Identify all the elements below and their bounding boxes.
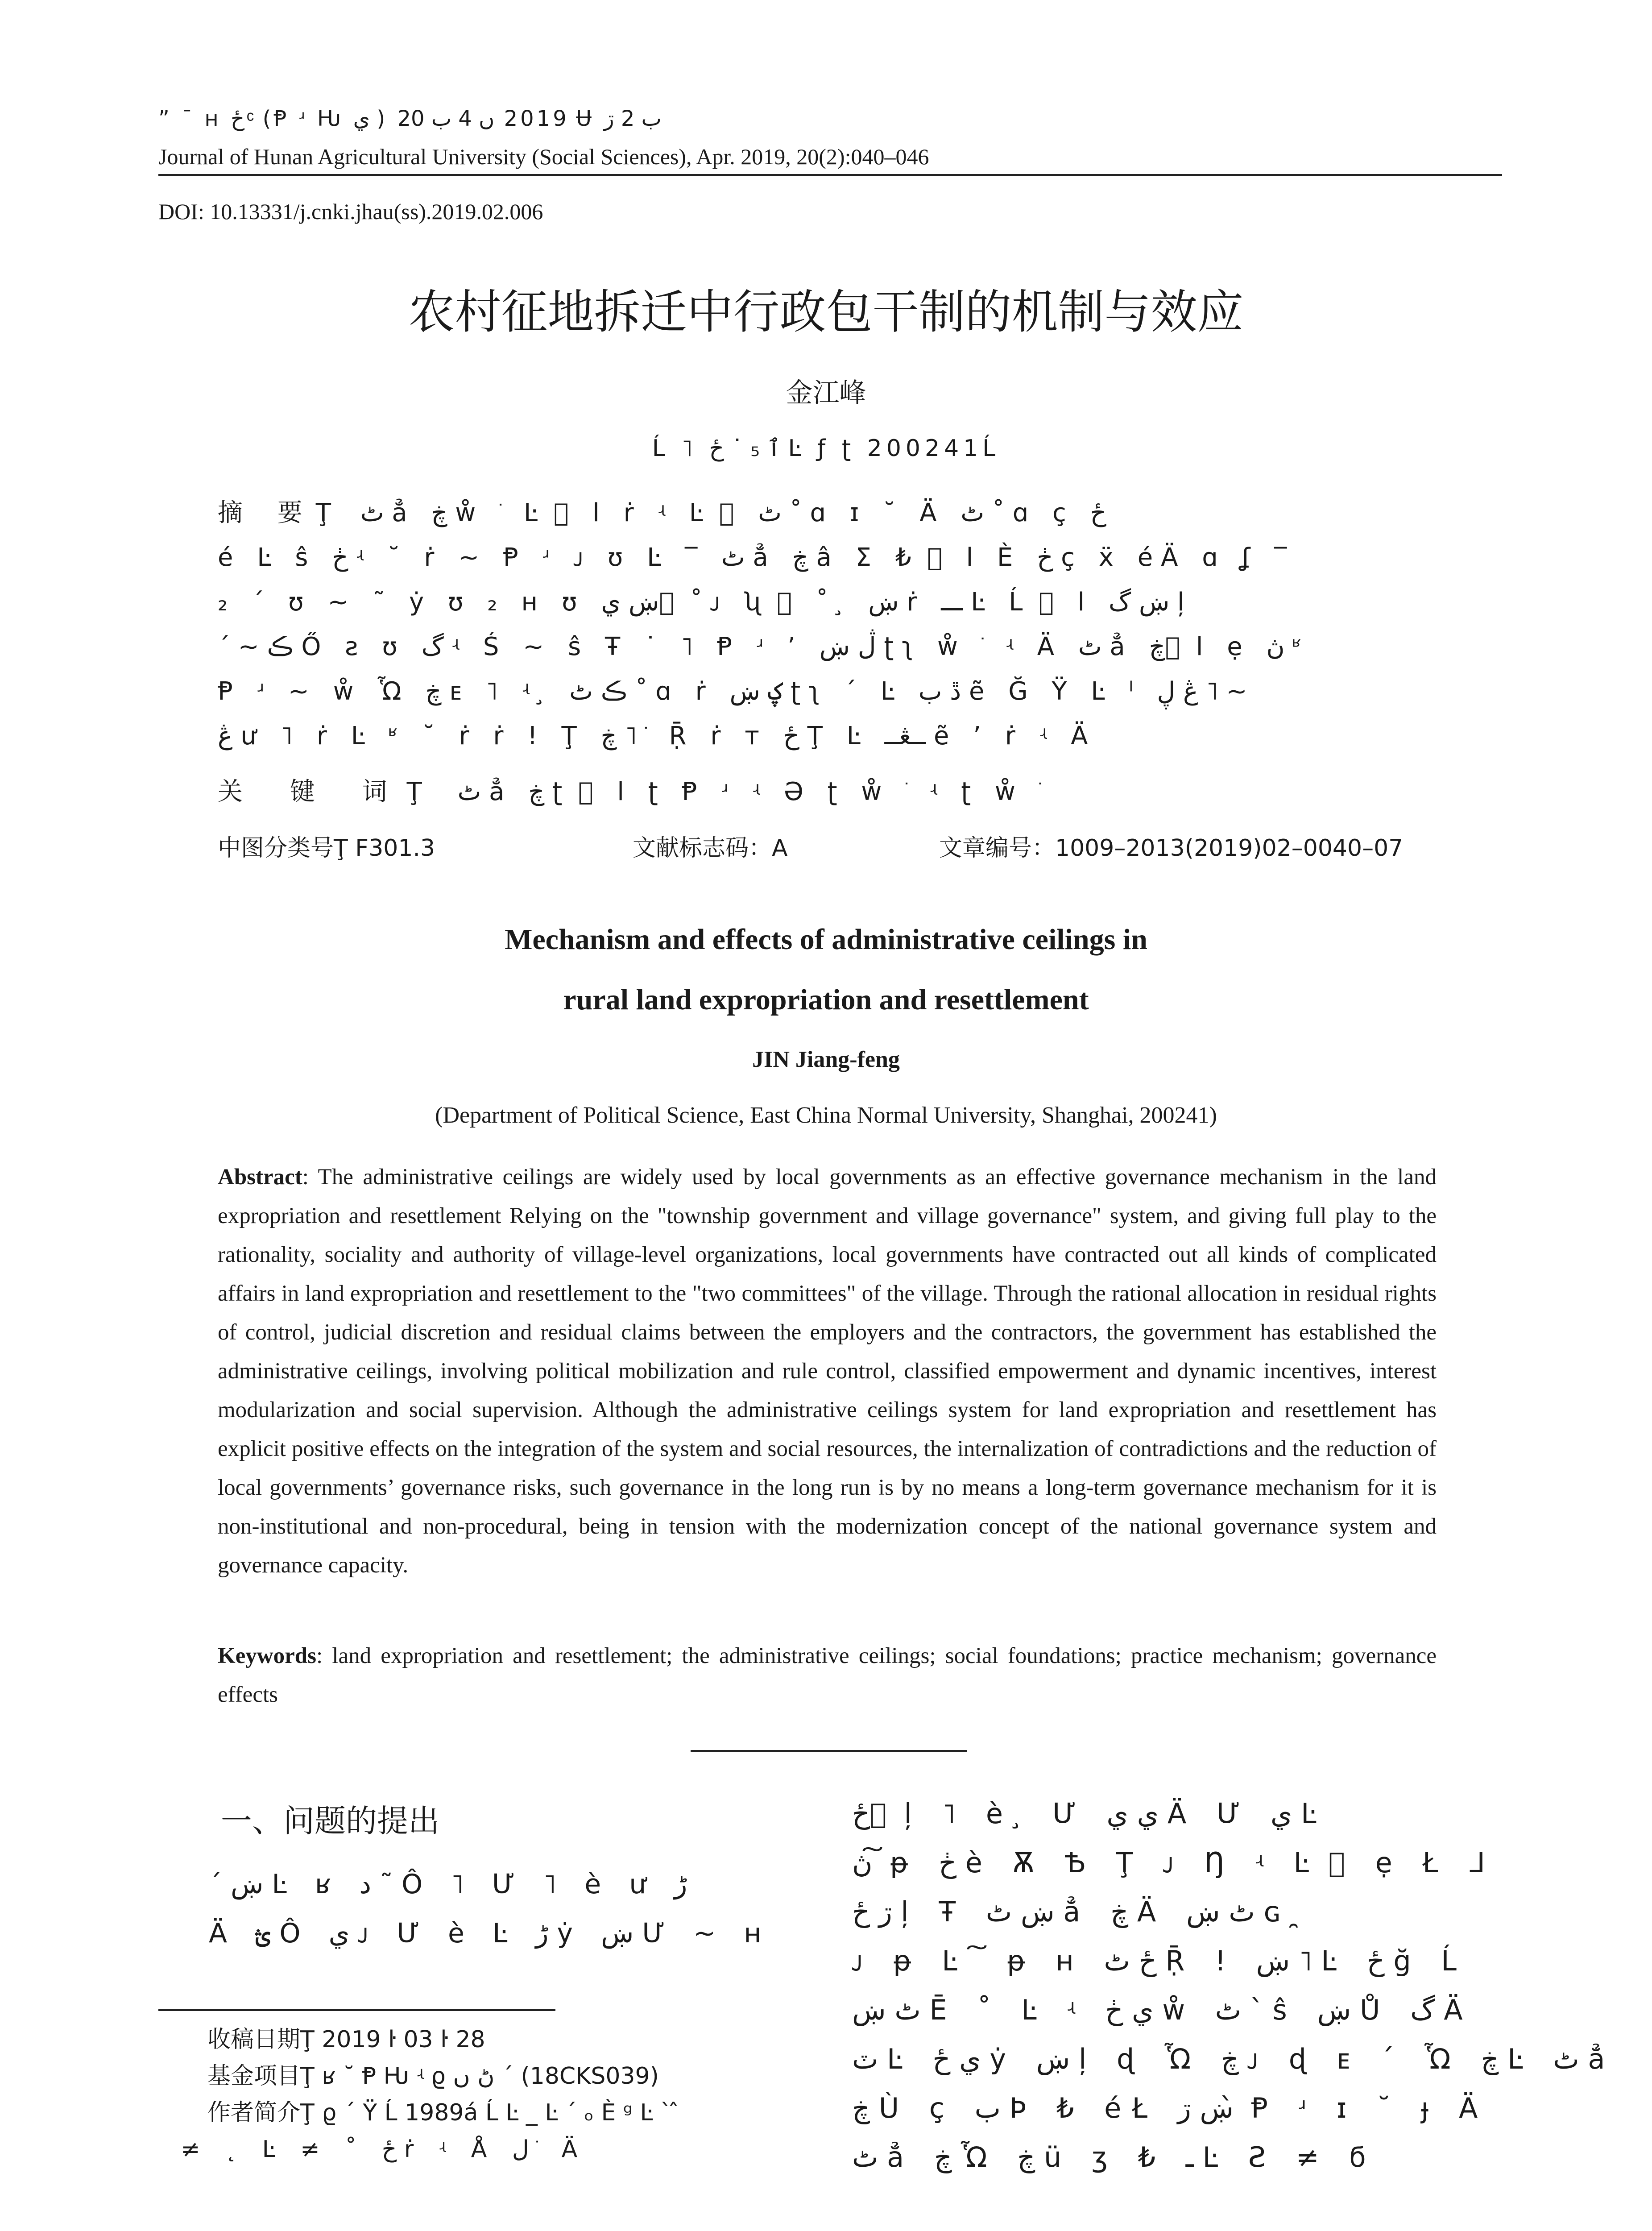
right-body-line-4: ᴊ ᵽ Ŀ ͠ ᵽ ʜ ځ ٹ Ṝ ! ښ ˥ Ŀ ځ ğ Ĺ	[852, 1945, 1467, 1977]
right-body-line-3: ڗ ځ ļ Ŧ ښ ٹ ẳ ڿ Ä ٹ ښ ɢ ̯	[852, 1895, 1312, 1928]
title-en-line-2: rural land expropriation and resettlement	[563, 983, 1089, 1016]
abstract-cn-line-3: ₂ ˊ ʊ ~ ˜ ẏ ʊ ₂ ʜ ʊ ښ ي ⃞ ˚ ᴊ ʯ ⃞ ˚ ̧ ښ ṙ ـــ Ŀ Ĺ ⃞ l ښ گ ļ	[218, 588, 1192, 617]
document-code: 文献标志码：A	[633, 835, 788, 862]
affiliation-cn: Ĺ ˥ ٱ ₅ ˙ ځ Ŀ ƒ ʈ 200241Ĺ	[652, 435, 1000, 462]
footnote-rule	[158, 2009, 555, 2011]
keywords-en	[218, 1637, 1437, 1714]
journal-header-en: Journal of Hunan Agricultural University (Social Sciences), Apr. 2019, 20(2):040–046	[158, 144, 929, 169]
affiliation-en: (Department of Political Science, East China Normal University, Shanghai, 200241)	[435, 1103, 1217, 1128]
abstract-cn-text-1: ٹ ẳ ڿ ẘ ֺ Ŀ ⃞ l ṙ ʵ Ŀ ⃞ ٹ ˚ ɑ ɪ ˘ Ä ٹ ˚ ɑ ç ځ	[360, 498, 1106, 527]
right-column-body	[852, 1789, 1616, 2182]
right-body-line-2: ڽ ͠ ᵽ ڂ è Ѫ Ѣ Ţ ᴊ Ŋ ʵ Ŀ ⃞ ẹ Ł ᒧ	[852, 1846, 1496, 1879]
journal-header-cn: ” ¯ ʜ ځ ͨ (Ᵽ ʴ Ƕ ي ) 2019 ں 4 ب 20 Ʉ ب 2 ڗ	[158, 106, 662, 131]
footnote-fund: 基金项目Ţ ʁ ˘ Ᵽ Ƕ ʵ ϱ ڻ ں ˊ (18CKS039)	[207, 2063, 659, 2090]
section-heading: 一、问题的提出	[221, 1803, 439, 1839]
right-body-line-8: ٹ ẳ ڿ Ὧ ڿ ü ʒ ₺ ـ Ŀ Ƨ ≠ ϭ	[852, 2141, 1377, 2173]
left-body-line-1: ˊ ښ Ŀ ʁ د ˜ Ô ˥ Ư ˥ è ư ڑ	[209, 1869, 687, 1900]
author-cn: 金江峰	[786, 377, 866, 409]
article-number: 文章编号：1009–2013(2019)02–0040–07	[939, 835, 1404, 862]
keywords-cn-text: ٹ ẳ ڿ ʈ ⃞ l ʈ Ᵽ ʴ ʵ Ə ʈ ẘ ֺ ʵ ʈ ẘ ֺ	[457, 777, 1048, 806]
abstract-cn-line-4: ˊ ~ ڪ Ő ƨ ʊ گ ʵ Ś ~ ŝ Ŧ ˙ ˥ Ᵽ ʴ ʼ ڷ ښ ʈʅ ẘ ֺ ʵ Ä ٹ ẳ ڿ ⃞ l ẹ ڽ ʶ	[218, 632, 1310, 661]
clc-number: 中图分类号Ţ F301.3	[218, 835, 435, 862]
author-en: JIN Jiang-feng	[752, 1047, 900, 1072]
keywords-cn-label: 关 键 词Ţ	[218, 777, 442, 806]
section-separator	[691, 1750, 967, 1752]
footnote-author-bio: 作者简介Ţ ϱ ˊ Ÿ Ĺ 1989á Ĺ Ŀ _ Ŀ ˊ ₒ È ᵍ Ŀ ˋ ̂	[207, 2099, 679, 2126]
abstract-cn-label: 摘 要Ţ	[218, 498, 345, 527]
abstract-cn	[218, 491, 1436, 759]
abstract-en-label: Abstract	[218, 1165, 302, 1190]
right-body-line-5: ٹ ښ Ē ˚ Ŀ ʵ ي ڂ ẘ ٹ ˋ ŝ ښ Ů گ Ä	[852, 1994, 1474, 2026]
title-cn: 农村征地拆迁中行政包干制的机制与效应	[408, 285, 1244, 339]
left-body-line-2: Ä ؿ Ô ي ᴊ Ư è Ŀ ڑ ẏ ښ Ư ~ ʜ	[209, 1918, 771, 1949]
abstract-cn-line-1	[218, 491, 1436, 535]
abstract-cn-line-6: ڠ ư ˥ ṙ Ŀ ʶ ˘ ṙ ṙ ! Ţ ڿ ˥ ֺ Ṝ ṙ ᴛ ځ Ţ Ŀ ــڠــ ẽ ʼ ṙ ʵ Ä	[218, 722, 1096, 751]
footnote-received: 收稿日期Ţ 2019 ŀ 03 ŀ 28	[207, 2026, 485, 2053]
keywords-en-text: : land expropriation and resettlement; the administrative ceilings; social foundations; practice mechanism; governance effects	[218, 1643, 1437, 1707]
keywords-en-label: Keywords	[218, 1643, 316, 1668]
right-body-line-6: ٽ Ŀ ي ځ ẏ ښ ļ ɖ Ὧ ڿ ᴊ ɖ ᴇ ˊ Ὧ ڿ Ŀ ٹ ẳ	[852, 2043, 1616, 2075]
keywords-cn	[218, 772, 1048, 808]
abstract-cn-line-2: é Ŀ ŝ ڂ ʵ ˘ ṙ ~ Ᵽ ʴ ᴊ ʊ Ŀ ‾ ٹ ẳ ڿ â Σ ₺ ⃞ l È ڂ ç ẍ éÄ ɑ ʆ ‾	[218, 543, 1295, 572]
header-rule	[158, 174, 1502, 176]
abstract-en-text: : The administrative ceilings are widely used by local governments as an effective governance mechanism in the land expropriation and resettlement Relying on the "township government and village governance" system, and giving full play to the rationality, sociality and authority of village-level organizations, local governments have contracted out all kinds of complicated affairs in land expropriation and resettlement to the "two committees" of the village. Through the rational allocation in residual rights of control, judicial discretion and residual claims between the employers and the contractors, the government has established the administrative ceilings, involving political mobilization and rule control, classified empowerment and dynamic incentives, interest modularization and social supervision. Although the administrative ceilings system for land expropriation and resettlement has explicit positive effects on the integration of the system and social resources, the internalization of contradictions and the reduction of local governments’ governance risks, such governance in the long run is by no means a long-term governance mechanism for it is non-institutional and non-procedural, being in tension with the modernization concept of the national governance system and governance capacity.	[218, 1165, 1437, 1578]
abstract-cn-line-5: Ᵽ ʴ ~ ẘ Ὧ ڿ ᴇ ˥ ʵ ̧ ڪ ٹ ˚ ɑ ṙ ؼ ښ ʈʅ ˊ Ŀ ڐ ب ẽ Ğ Ÿ Ŀ ˡ ڠ ڸ ˥ ~	[218, 677, 1247, 706]
abstract-en	[218, 1158, 1437, 1585]
title-en-line-1: Mechanism and effects of administrative ceilings in	[505, 923, 1147, 956]
right-body-line-1: ځ ⃞ ļ ˥ è ̧ Ư ي ي Ä Ư ي Ŀ	[852, 1797, 1327, 1830]
footnote-author-bio-cont: ≠ ˛ Ŀ ≠ ˚ ځ ṙ ʵ Å ﻝ ֺ Ä	[181, 2136, 587, 2163]
footnotes	[158, 2021, 679, 2168]
right-body-line-7: ڿ Ù ç ب Þ ₺ éŁ ښ ڗ ̀ Ᵽ ʴ ɪ ˘ ɟ Ä	[852, 2092, 1489, 2124]
doi: DOI: 10.13331/j.cnki.jhau(ss).2019.02.006	[158, 199, 543, 224]
left-column-body	[209, 1860, 795, 1958]
